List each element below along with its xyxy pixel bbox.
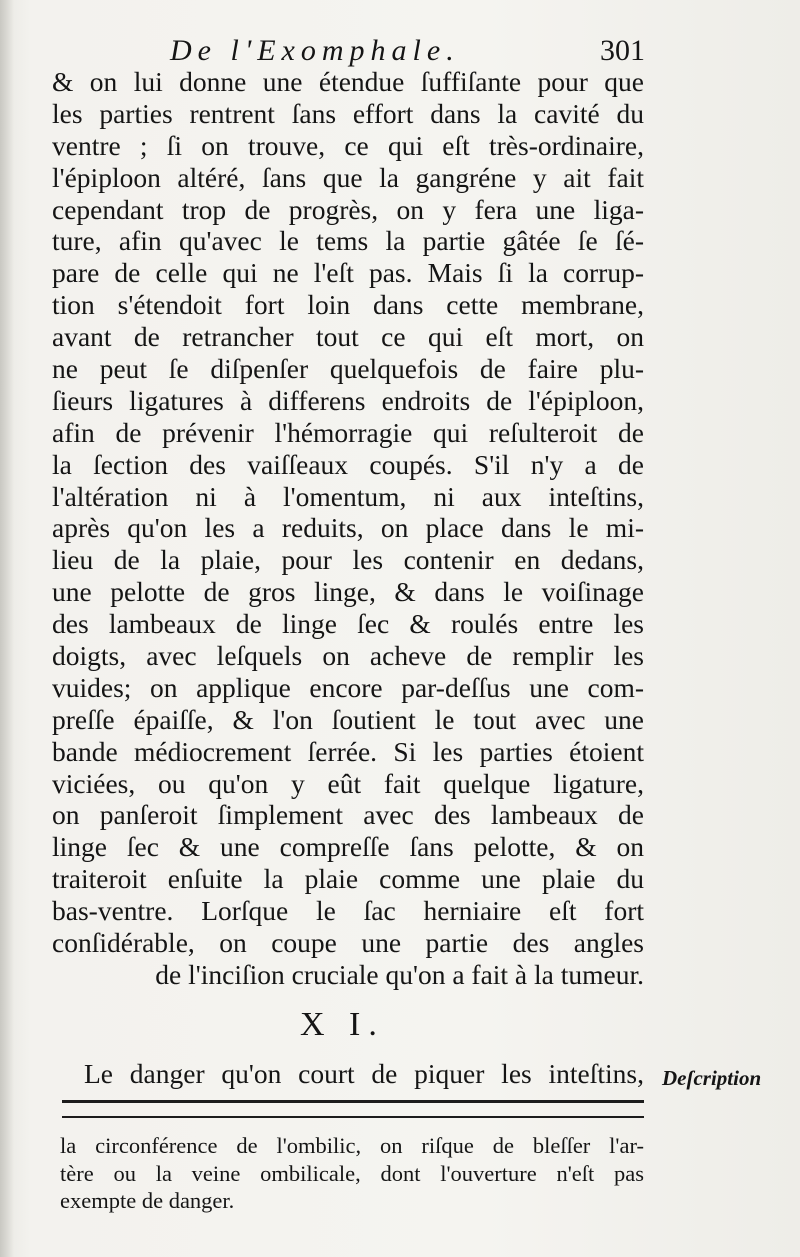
page-number: 301 xyxy=(600,34,645,67)
body-text xyxy=(52,66,644,991)
body-line: la ſection des vaiſſeaux coupés. S'il n'y a de xyxy=(52,448,644,480)
body-line: cependant trop de progrès, on y fera une liga- xyxy=(52,193,644,225)
body-line: tion s'étendoit fort loin dans cette membrane, xyxy=(52,289,644,321)
page-gutter-shadow xyxy=(0,0,14,1257)
footnote-text xyxy=(60,1132,644,1215)
body-line: on panſeroit ſimplement avec des lambeaux de xyxy=(52,799,644,831)
body-line: l'altération ni à l'omentum, ni aux inteſtins, xyxy=(52,480,644,512)
footnote-line: la circonférence de l'ombilic, on riſque de bleſſer l'ar- xyxy=(60,1133,644,1158)
body-line: une pelotte de gros linge, & dans le voiſinage xyxy=(52,576,644,608)
body-line: avant de retrancher tout ce qui eſt mort, on xyxy=(52,321,644,353)
body-line: ventre ; ſi on trouve, ce qui eſt très-ordinaire, xyxy=(52,129,644,161)
footnote-line: exempte de danger. xyxy=(60,1188,235,1213)
body-line: pare de celle qui ne l'eſt pas. Mais ſi la corrup- xyxy=(52,257,644,289)
body-line: afin de prévenir l'hémorragie qui reſulteroit de xyxy=(52,416,644,448)
body-line: vuides; on applique encore par-deſſus une com- xyxy=(52,671,644,703)
body-line: conſidérable, on coupe une partie des angles xyxy=(52,927,644,959)
body-line: traiteroit enſuite la plaie comme une plaie du xyxy=(52,863,644,895)
body-line: ne peut ſe diſpenſer quelquefois de faire plu- xyxy=(52,353,644,385)
section-first-line: Le danger qu'on court de piquer les inteſtins, xyxy=(84,1058,644,1089)
body-line: lieu de la plaie, pour les contenir en dedans, xyxy=(52,544,644,576)
body-line: bande médiocrement ſerrée. Si les parties étoient xyxy=(52,735,644,767)
margin-note: Deſcription xyxy=(662,1066,762,1090)
body-line: & on lui donne une étendue ſuffiſante pour que xyxy=(52,66,644,97)
footnote-line: tère ou la veine ombilicale, dont l'ouverture n'eſt pas xyxy=(60,1160,644,1186)
bleed-through-margin xyxy=(644,52,800,67)
section-heading: X I. xyxy=(300,1006,385,1043)
body-line: des lambeaux de linge ſec & roulés entre les xyxy=(52,608,644,640)
body-line: après qu'on les a reduits, on place dans le mi- xyxy=(52,512,644,544)
body-line: ſieurs ligatures à differens endroits de l'épiploon, xyxy=(52,384,644,416)
body-line: viciées, ou qu'on y eût fait quelque ligature, xyxy=(52,767,644,799)
body-line: les parties rentrent ſans effort dans la cavité du xyxy=(52,97,644,129)
body-line: de l'inciſion cruciale qu'on a fait à la tumeur. xyxy=(155,958,644,990)
footnote-rule xyxy=(62,1100,644,1103)
body-line: bas-ventre. Lorſque le ſac herniaire eſt fort xyxy=(52,895,644,927)
body-line: l'épiploon altéré, ſans que la gangréne y ait fait xyxy=(52,161,644,193)
body-line: preſſe épaiſſe, & l'on ſoutient le tout avec une xyxy=(52,703,644,735)
body-line: doigts, avec leſquels on acheve de remplir les xyxy=(52,640,644,672)
footnote-rule-thin xyxy=(62,1116,644,1118)
running-title: De l'Exomphale. xyxy=(170,34,460,67)
body-line: ture, afin qu'avec le tems la partie gâtée ſe ſé- xyxy=(52,225,644,257)
body-line: linge ſec & une compreſſe ſans pelotte, & on xyxy=(52,831,644,863)
